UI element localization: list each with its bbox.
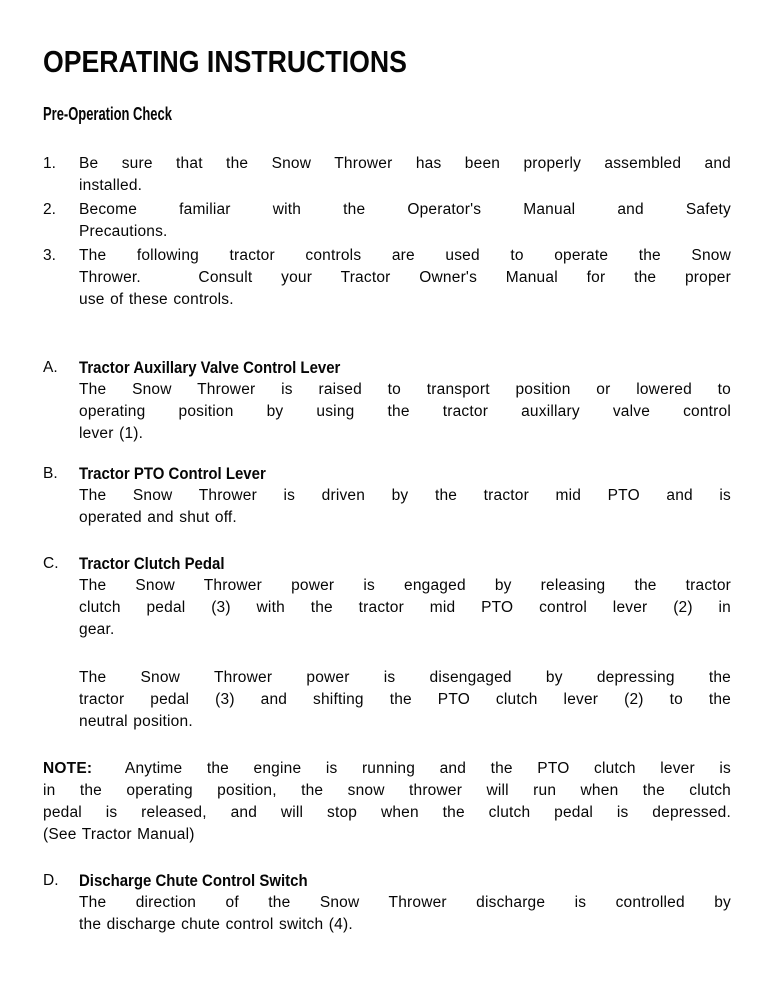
section-auxillary-valve-lever xyxy=(43,357,731,445)
text-line: operating position by using the tractor auxillary valve control xyxy=(79,403,731,420)
section-heading: Discharge Chute Control Switch xyxy=(79,871,308,890)
text-line: The Snow Thrower is driven by the tractor mid PTO and is xyxy=(79,487,731,504)
text-line: (See Tractor Manual) xyxy=(43,826,195,843)
section-heading: Tractor Auxillary Valve Control Lever xyxy=(79,358,341,377)
section-body xyxy=(79,553,731,733)
list-item-number: 3. xyxy=(43,247,56,264)
section-letter: B. xyxy=(43,465,58,482)
text-line: installed. xyxy=(79,177,143,194)
text-line: Thrower. Consult your Tractor Owner's Manual for the proper xyxy=(79,269,731,286)
list-item-text xyxy=(79,245,731,311)
text-line: gear. xyxy=(79,621,115,638)
note-text: Anytime the engine is running and the PTO clutch lever is xyxy=(124,760,731,777)
section-paragraph-2 xyxy=(79,667,731,733)
text-line: neutral position. xyxy=(79,713,193,730)
section-heading: Tractor PTO Control Lever xyxy=(79,464,266,483)
section-pto-control-lever xyxy=(43,463,731,529)
text-line: in the operating position, the snow thrower will run when the clutch xyxy=(43,782,731,799)
list-item-3 xyxy=(43,245,731,311)
list-item-text xyxy=(79,153,731,197)
text-line: The Snow Thrower is raised to transport position or lowered to xyxy=(79,381,731,398)
pre-operation-check-list xyxy=(43,153,731,311)
text-line: The direction of the Snow Thrower discharge is controlled by xyxy=(79,894,731,911)
text-line: the discharge chute control switch (4). xyxy=(79,916,353,933)
section-body xyxy=(79,870,731,936)
section-letter: C. xyxy=(43,555,59,572)
section-body xyxy=(79,463,731,529)
text-line: The following tractor controls are used to operate the Snow xyxy=(79,247,731,264)
text-line: pedal is released, and will stop when the clutch pedal is depressed. xyxy=(43,804,731,821)
list-item-number: 1. xyxy=(43,155,56,172)
section-heading: Tractor Clutch Pedal xyxy=(79,554,225,573)
section-discharge-chute-switch xyxy=(43,870,731,936)
text-line: use of these controls. xyxy=(79,291,234,308)
text-line: tractor pedal (3) and shifting the PTO clutch lever (2) to the xyxy=(79,691,731,708)
text-line: lever (1). xyxy=(79,425,144,442)
text-line: clutch pedal (3) with the tractor mid PTO control lever (2) in xyxy=(79,599,731,616)
text-line: Be sure that the Snow Thrower has been properly assembled and xyxy=(79,155,731,172)
note-block xyxy=(43,758,731,846)
section-body xyxy=(79,357,731,445)
text-line: Precautions. xyxy=(79,223,168,240)
text-line xyxy=(43,758,731,780)
list-item-number: 2. xyxy=(43,201,56,218)
list-item-text xyxy=(79,199,731,243)
section-clutch-pedal xyxy=(43,553,731,733)
section-subtitle: Pre-Operation Check xyxy=(43,104,172,124)
list-item-2 xyxy=(43,199,731,243)
list-item-1 xyxy=(43,153,731,197)
section-letter: A. xyxy=(43,359,58,376)
text-line: operated and shut off. xyxy=(79,509,237,526)
text-line: The Snow Thrower power is disengaged by depressing the xyxy=(79,669,731,686)
text-line: The Snow Thrower power is engaged by releasing the tractor xyxy=(79,577,731,594)
text-line: Become familiar with the Operator's Manual and Safety xyxy=(79,201,731,218)
note-label: NOTE: xyxy=(43,760,93,777)
page-title: OPERATING INSTRUCTIONS xyxy=(43,44,407,79)
section-letter: D. xyxy=(43,872,59,889)
